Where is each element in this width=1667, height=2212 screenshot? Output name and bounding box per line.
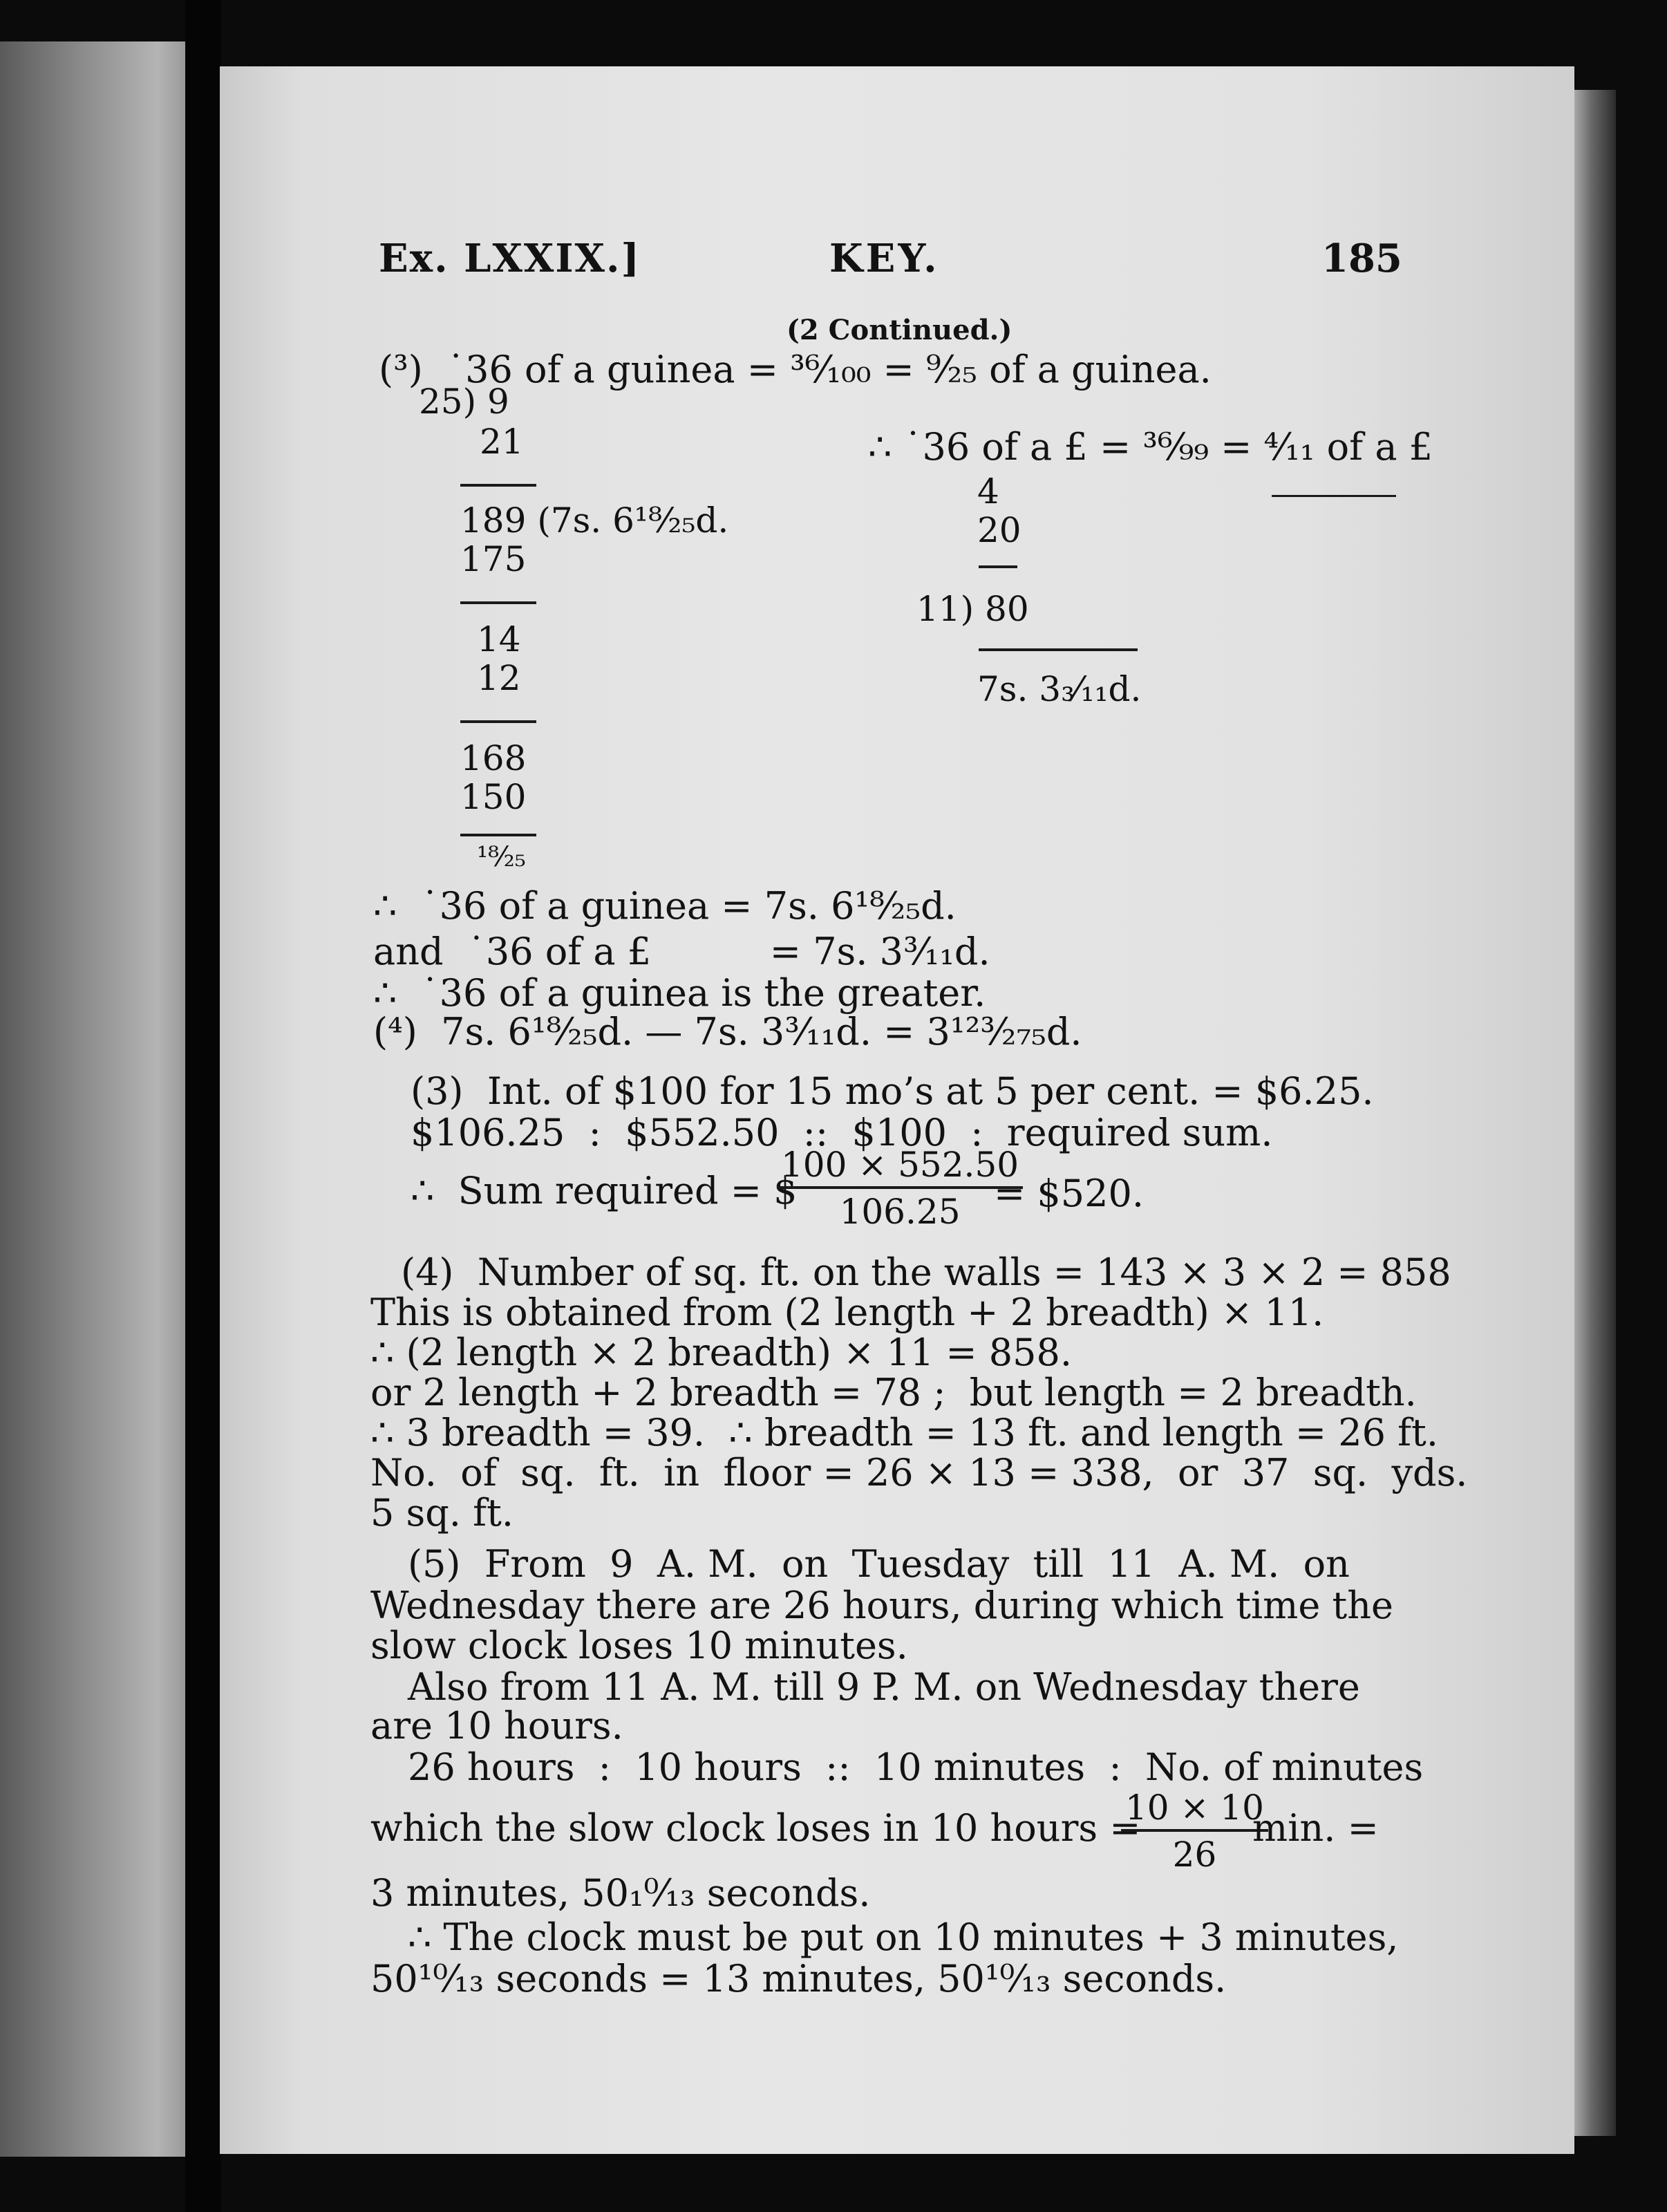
question-4-line: No. of sq. ft. in floor = 26 × 13 = 338, or 37 sq. yds. [370,1451,1468,1494]
question-3b-line: (3) Int. of $100 for 15 mo’s at 5 per cent. = $6.25. [411,1069,1374,1113]
fraction-numerator: 100 × 552.50 [777,1147,1023,1189]
question-4-line: ∴ 3 breadth = 39. ∴ breadth = 13 ft. and length = 26 ft. [370,1411,1439,1454]
question-3b-line: ∴ Sum required = $ [411,1169,798,1212]
question-5-line: Also from 11 A. M. till 9 P. M. on Wednesday there [408,1665,1360,1709]
question-5-line: slow clock loses 10 minutes. [370,1624,908,1667]
division-rule [460,601,536,604]
facing-page-edge [0,41,185,2157]
division-step: 175 [460,539,527,579]
division-rule [979,565,1017,568]
fraction-denominator: 26 [1172,1835,1217,1875]
division-rule [460,720,536,723]
division-step: 4 [977,471,999,512]
division-step: 12 [477,658,521,698]
question-5-line: 3 minutes, 50₁⁰⁄₁₃ seconds. [370,1871,871,1915]
question-3b-line: = $520. [994,1172,1145,1215]
running-head-center: KEY. [829,236,940,281]
division-step: 189 (7s. 6¹⁸⁄₂₅d. [460,500,729,541]
question-5-line: ∴ The clock must be put on 10 minutes + 3 minutes, [408,1915,1399,1959]
question-3a-statement: (³) ˙36 of a guinea = ³⁶⁄₁₀₀ = ⁹⁄₂₅ of a guinea. [379,348,1212,391]
pound-statement: ∴ ˙36 of a £ = ³⁶⁄₉₉ = ⁴⁄₁₁ of a £ [868,425,1433,469]
division-remainder: ¹⁸⁄₂₅ [477,841,526,873]
running-head-left: Ex. LXXIX.] [379,236,641,281]
conclusion-line: ∴ ˙36 of a guinea = 7s. 6¹⁸⁄₂₅d. [373,884,957,928]
division-step: 25) 9 [419,382,509,422]
question-4-line: This is obtained from (2 length + 2 breadth) × 11. [370,1291,1324,1334]
division-step: 11) 80 [916,589,1029,629]
question-5-line: 50¹⁰⁄₁₃ seconds = 13 minutes, 50¹⁰⁄₁₃ seconds. [370,1957,1227,2000]
fraction-denominator: 106.25 [839,1192,961,1232]
division-rule [460,834,536,836]
page-right-edge [1574,90,1616,2136]
book-gutter [185,0,221,2212]
question-5-line: which the slow clock loses in 10 hours = [370,1806,1141,1850]
question-3b-line: $106.25 : $552.50 :: $100 : required sum. [411,1111,1273,1154]
sum-fraction [777,1145,1023,1232]
division-step: 150 [460,777,527,817]
division-step: 14 [477,619,521,659]
division-step: 168 [460,738,527,778]
conclusion-line: ∴ ˙36 of a guinea is the greater. [373,971,986,1015]
page-number: 185 [1321,236,1402,281]
section-continued: (2 Continued.) [787,314,1013,346]
question-5-line: are 10 hours. [370,1704,623,1747]
division-step: 21 [480,422,524,462]
conclusion-line: and ˙36 of a £ = 7s. 3³⁄₁₁d. [373,930,990,973]
minutes-fraction [1121,1788,1268,1875]
fraction-numerator: 10 × 10 [1121,1790,1268,1832]
question-4-line: ∴ (2 length × 2 breadth) × 11 = 858. [370,1331,1073,1374]
question-5-line: Wednesday there are 26 hours, during which time the [370,1584,1393,1627]
question-5-line: (5) From 9 A. M. on Tuesday till 11 A. M. on [408,1542,1350,1586]
question-4-line: or 2 length + 2 breadth = 78 ; but length = 2 breadth. [370,1371,1417,1414]
question-4-line: (4) Number of sq. ft. on the walls = 143 × 3 × 2 = 858 [401,1250,1451,1294]
underline-mark [1272,495,1396,497]
question-5-line: min. = [1252,1806,1379,1850]
division-result: 7s. 3₃⁄₁₁d. [977,669,1142,709]
question-5-line: 26 hours : 10 hours :: 10 minutes : No. of minutes [408,1745,1424,1789]
question-4-line: 5 sq. ft. [370,1491,514,1535]
division-rule [460,484,536,487]
division-rule [979,648,1138,651]
division-step: 20 [977,510,1021,550]
conclusion-line: (⁴) 7s. 6¹⁸⁄₂₅d. — 7s. 3³⁄₁₁d. = 3¹²³⁄₂₇₅d. [373,1010,1082,1053]
